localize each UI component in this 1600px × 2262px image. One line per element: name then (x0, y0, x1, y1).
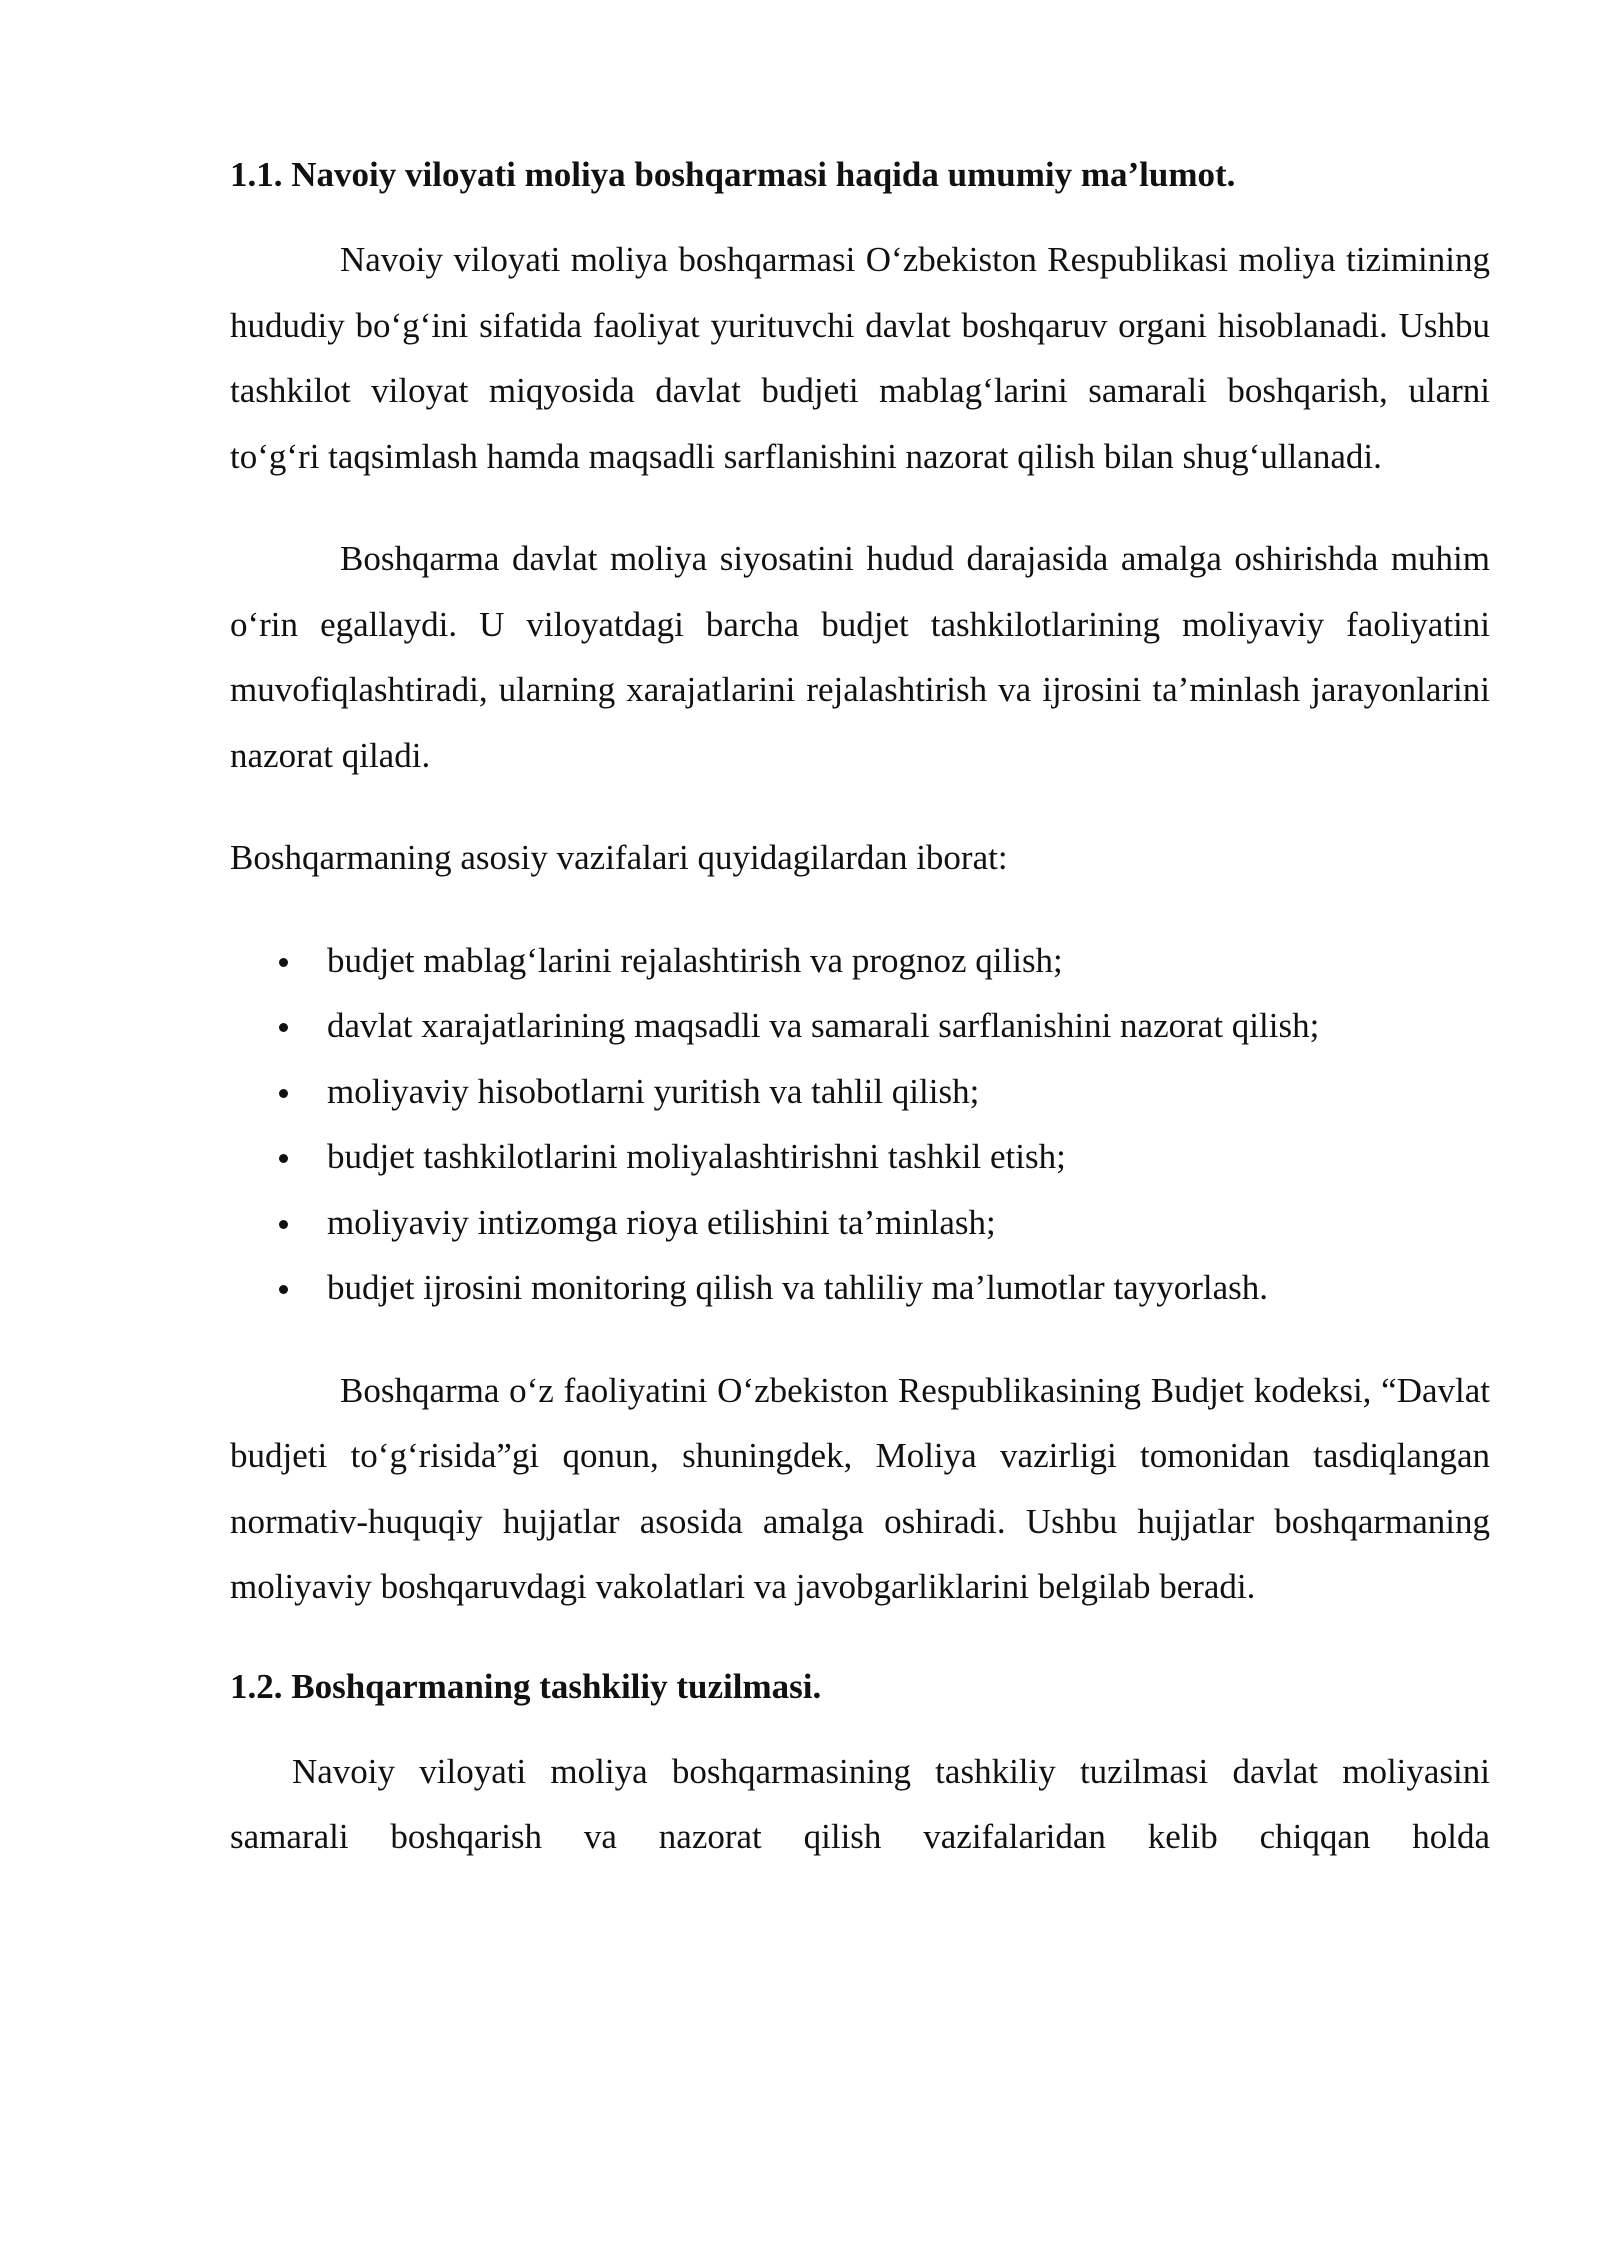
bullet-icon (279, 1154, 288, 1163)
section-1-paragraph-1: Navoiy viloyati moliya boshqarmasi O‘zbekiston Respublikasi moliya tizimining hududiy bo‘g‘ini sifatida faoliyat yurituvchi davlat boshqaruv organi hisoblanadi. Ushbu tashkilot viloyat miqyosida davlat budjeti mablag‘larini samarali boshqarish, ularni to‘g‘ri taqsimlash hamda maqsadli sarflanishini nazorat qilish bilan shug‘ullanadi. (230, 240, 1490, 476)
list-item-text: davlat xarajatlarining maqsadli va samarali sarflanishini nazorat qilish; (327, 1006, 1320, 1045)
section-2-paragraph: Navoiy viloyati moliya boshqarmasining tashkiliy tuzilmasi davlat moliyasini samarali boshqarish va nazorat qilish vazifalaridan kelib chiqqan holda (230, 1751, 1490, 1856)
bullet-icon (279, 1220, 288, 1229)
list-item (230, 1059, 1490, 1125)
section-1-heading: 1.1. Navoiy viloyati moliya boshqarmasi haqida umumiy ma’lumot. (230, 155, 1236, 194)
list-item-text: budjet mablag‘larini rejalashtirish va prognoz qilish; (327, 940, 1063, 980)
bullet-icon (279, 1089, 288, 1098)
document-page (230, 150, 1490, 1870)
list-item-text: budjet ijrosini monitoring qilish va tahliliy ma’lumotlar tayyorlash. (327, 1268, 1268, 1307)
list-item (230, 1255, 1490, 1321)
bullet-icon (279, 1285, 288, 1294)
list-item-text: moliyaviy intizomga rioya etilishini ta’minlash; (327, 1202, 996, 1242)
list-item (230, 1190, 1490, 1256)
bullet-icon (279, 958, 288, 967)
section-2-heading: 1.2. Boshqarmaning tashkiliy tuzilmasi. (230, 1666, 822, 1706)
tasks-list (230, 928, 1490, 1321)
list-item-text: moliyaviy hisobotlarni yuritish va tahlil qilish; (327, 1071, 980, 1111)
list-item (230, 928, 1490, 994)
tasks-intro: Boshqarmaning asosiy vazifalari quyidagilardan iborat: (230, 838, 1008, 877)
section-1-paragraph-2: Boshqarma davlat moliya siyosatini hudud darajasida amalga oshirishda muhim o‘rin egallaydi. U viloyatdagi barcha budjet tashkilotlarining moliyaviy faoliyatini muvofiqlashtiradi, ularning xarajatlarini rejalashtirish va ijrosini ta’minlash jarayonlarini nazorat qiladi. (230, 539, 1490, 775)
list-item (230, 1124, 1490, 1190)
section-1-closing-paragraph: Boshqarma o‘z faoliyatini O‘zbekiston Respublikasining Budjet kodeksi, “Davlat budjeti to‘g‘risida”gi qonun, shuningdek, Moliya vazirligi tomonidan tasdiqlangan normativ-huquqiy hujjatlar asosida amalga oshiradi. Ushbu hujjatlar boshqarmaning moliyaviy boshqaruvdagi vakolatlari va javobgarliklarini belgilab beradi. (230, 1370, 1490, 1606)
list-item (230, 993, 1490, 1059)
list-item-text: budjet tashkilotlarini moliyalashtirishni tashkil etish; (327, 1137, 1066, 1176)
bullet-icon (279, 1023, 288, 1032)
